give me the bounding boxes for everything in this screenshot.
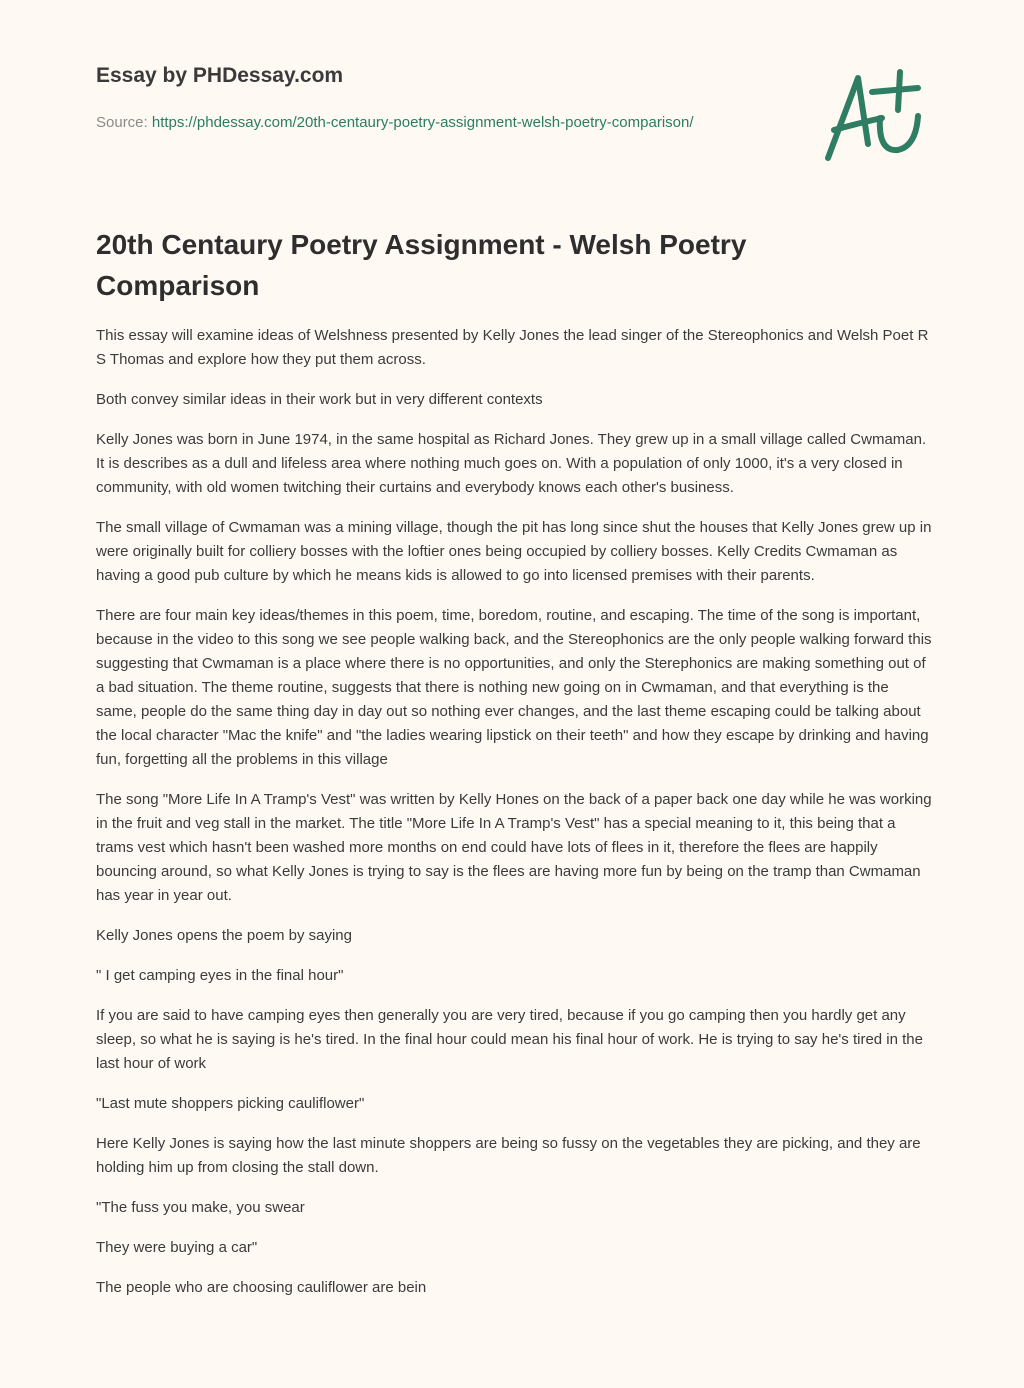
site-brand: Essay by PHDessay.com xyxy=(96,64,344,87)
paragraph: Here Kelly Jones is saying how the last minute shoppers are being so fussy on the vegetables they are picking, and they are holding him up from closing the stall down. xyxy=(96,1135,921,1176)
essay-body xyxy=(96,324,932,1316)
paragraph: The small village of Cwmaman was a mining village, though the pit has long since shut the houses that Kelly Jones grew up in were originally built for colliery bosses with the loftier ones being occupied by colliery bosses. Kelly Credits Cwmaman as having a good pub culture by which he means kids is allowed to go into licensed premises with their parents. xyxy=(96,519,932,584)
source-link[interactable]: https://phdessay.com/20th-centaury-poetry-assignment-welsh-poetry-comparison/ xyxy=(151,114,694,131)
source-label: Source: xyxy=(96,114,152,131)
source-line xyxy=(96,111,716,135)
paragraph: The song "More Life In A Tramp's Vest" was written by Kelly Hones on the back of a paper back one day while he was working in the fruit and veg stall in the market. The title "More Life In A Tramp's Vest" has a special meaning to it, this being that a trams vest which hasn't been washed more months on end could have lots of flees in it, therefore the flees are happily bouncing around, so what Kelly Jones is trying to say is the flees are having more fun by being on the tramp than Cwmaman has year in year out. xyxy=(96,791,932,904)
paragraph: Kelly Jones opens the poem by saying xyxy=(96,927,352,944)
quote: "Last mute shoppers picking cauliflower" xyxy=(96,1095,365,1112)
quote: "The fuss you make, you swear xyxy=(96,1199,305,1216)
essay-title: 20th Centaury Poetry Assignment - Welsh Poetry Comparison xyxy=(96,229,747,301)
paragraph: Both convey similar ideas in their work but in very different contexts xyxy=(96,391,543,408)
a-plus-logo-icon xyxy=(820,66,930,166)
paragraph: If you are said to have camping eyes then generally you are very tired, because if you go camping then you hardly get any sleep, so what he is saying is he's tired. In the final hour could mean his final hour of work. He is trying to say he's tired in the last hour of work xyxy=(96,1007,923,1072)
quote: " I get camping eyes in the final hour" xyxy=(96,967,344,984)
paragraph: The people who are choosing cauliflower are bein xyxy=(96,1279,427,1296)
paragraph: This essay will examine ideas of Welshness presented by Kelly Jones the lead singer of the Stereophonics and Welsh Poet R S Thomas and explore how they put them across. xyxy=(96,327,929,368)
quote: They were buying a car" xyxy=(96,1239,258,1256)
paragraph: There are four main key ideas/themes in this poem, time, boredom, routine, and escaping. The time of the song is important, because in the video to this song we see people walking back, and the Stereophonics are the only people walking forward this suggesting that Cwmaman is a place where there is no opportunities, and only the Sterephonics are making something out of a bad situation. The theme routine, suggests that there is nothing new going on in Cwmaman, and that everything is the same, people do the same thing day in day out so nothing ever changes, and the last theme escaping could be talking about the local character "Mac the knife" and "the ladies wearing lipstick on their teeth" and how they escape by drinking and having fun, forgetting all the problems in this village xyxy=(96,607,932,768)
paragraph: Kelly Jones was born in June 1974, in the same hospital as Richard Jones. They grew up in a small village called Cwmaman. It is describes as a dull and lifeless area where nothing much goes on. With a population of only 1000, it's a very closed in community, with old women twitching their curtains and everybody knows each other's business. xyxy=(96,431,927,496)
